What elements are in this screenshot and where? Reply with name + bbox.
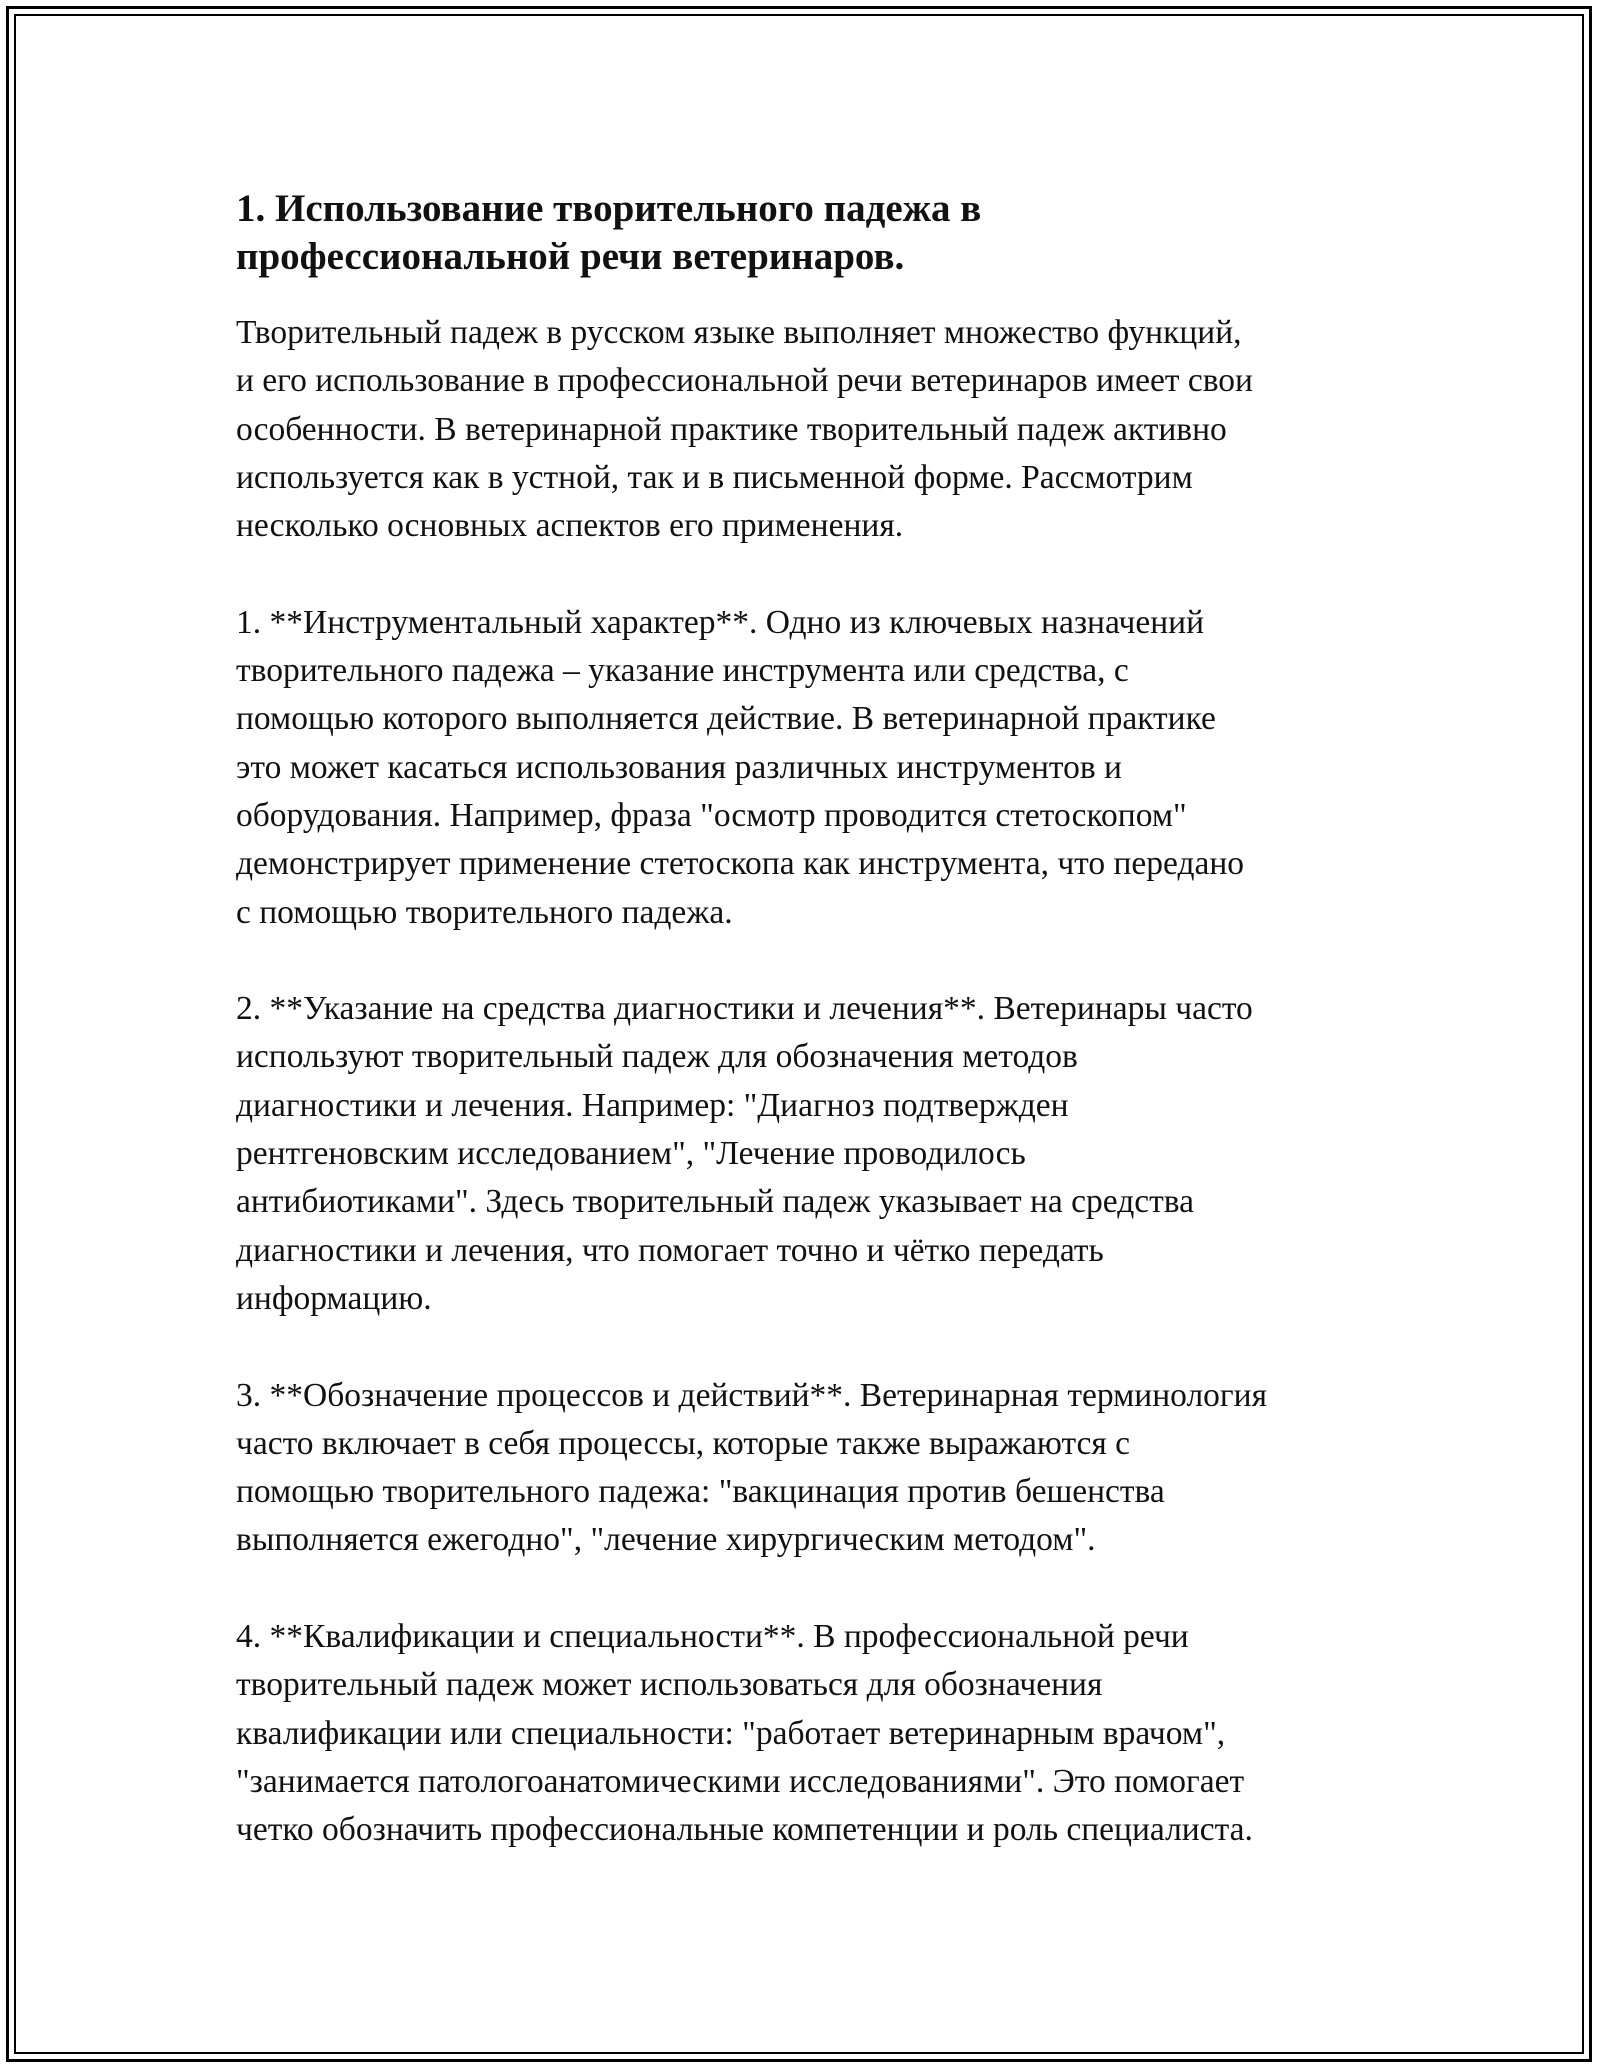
heading-line: 1. Использование творительного падежа в xyxy=(236,187,982,230)
text-line: 2. **Указание на средства диагностики и лечения**. Ветеринары часто xyxy=(236,990,1253,1028)
text-line: Творительный падеж в русском языке выполняет множество функций, xyxy=(236,314,1242,351)
section-heading xyxy=(236,185,1386,281)
text-line: рентгеновским исследованием", "Лечение проводилось xyxy=(236,1135,1026,1173)
text-line: помощью которого выполняется действие. В ветеринарной практике xyxy=(236,700,1216,738)
point-2-paragraph xyxy=(236,985,1386,1323)
text-line: информацию. xyxy=(236,1279,432,1317)
text-line: четко обозначить профессиональные компетенции и роль специалиста. xyxy=(236,1811,1253,1849)
text-line: выполняется ежегодно", "лечение хирургическим методом". xyxy=(236,1521,1096,1559)
point-1-paragraph xyxy=(236,599,1386,937)
text-line: 4. **Квалификации и специальности**. В профессиональной речи xyxy=(236,1618,1189,1656)
text-line: творительного падежа – указание инструмента или средства, с xyxy=(236,652,1129,690)
text-line: творительный падеж может использоваться для обозначения xyxy=(236,1666,1103,1704)
document-body xyxy=(236,185,1386,1903)
text-line: антибиотиками". Здесь творительный падеж указывает на средства xyxy=(236,1183,1195,1221)
text-line: "занимается патологоанатомическими исследованиями". Это помогает xyxy=(236,1762,1245,1800)
text-line: диагностики и лечения, что помогает точно и чётко передать xyxy=(236,1231,1104,1269)
text-line: используют творительный падеж для обозначения методов xyxy=(236,1038,1078,1076)
text-line: квалификации или специальности: "работает ветеринарным врачом", xyxy=(236,1714,1226,1752)
text-line: часто включает в себя процессы, которые также выражаются с xyxy=(236,1424,1131,1462)
text-line: используется как в устной, так и в письменной форме. Рассмотрим xyxy=(236,458,1193,496)
text-line: и его использование в профессиональной речи ветеринаров имеет свои xyxy=(236,362,1253,400)
text-line: это может касаться использования различных инструментов и xyxy=(236,748,1122,786)
text-line: 1. **Инструментальный характер**. Одно из ключевых назначений xyxy=(236,603,1205,641)
text-line: помощью творительного падежа: "вакцинация против бешенства xyxy=(236,1473,1165,1511)
text-line: несколько основных аспектов его применения. xyxy=(236,507,904,545)
text-line: демонстрирует применение стетоскопа как инструмента, что передано xyxy=(236,845,1245,883)
text-line: диагностики и лечения. Например: "Диагноз подтвержден xyxy=(236,1086,1069,1124)
point-4-paragraph xyxy=(236,1613,1386,1854)
point-3-paragraph xyxy=(236,1372,1386,1565)
text-line: оборудования. Например, фраза "осмотр проводится стетоскопом" xyxy=(236,796,1187,834)
text-line: с помощью творительного падежа. xyxy=(236,893,733,931)
heading-line: профессиональной речи ветеринаров. xyxy=(236,235,905,278)
intro-paragraph xyxy=(236,309,1386,550)
text-line: 3. **Обозначение процессов и действий**. Ветеринарная терминология xyxy=(236,1376,1267,1414)
text-line: особенности. В ветеринарной практике творительный падеж активно xyxy=(236,410,1227,448)
